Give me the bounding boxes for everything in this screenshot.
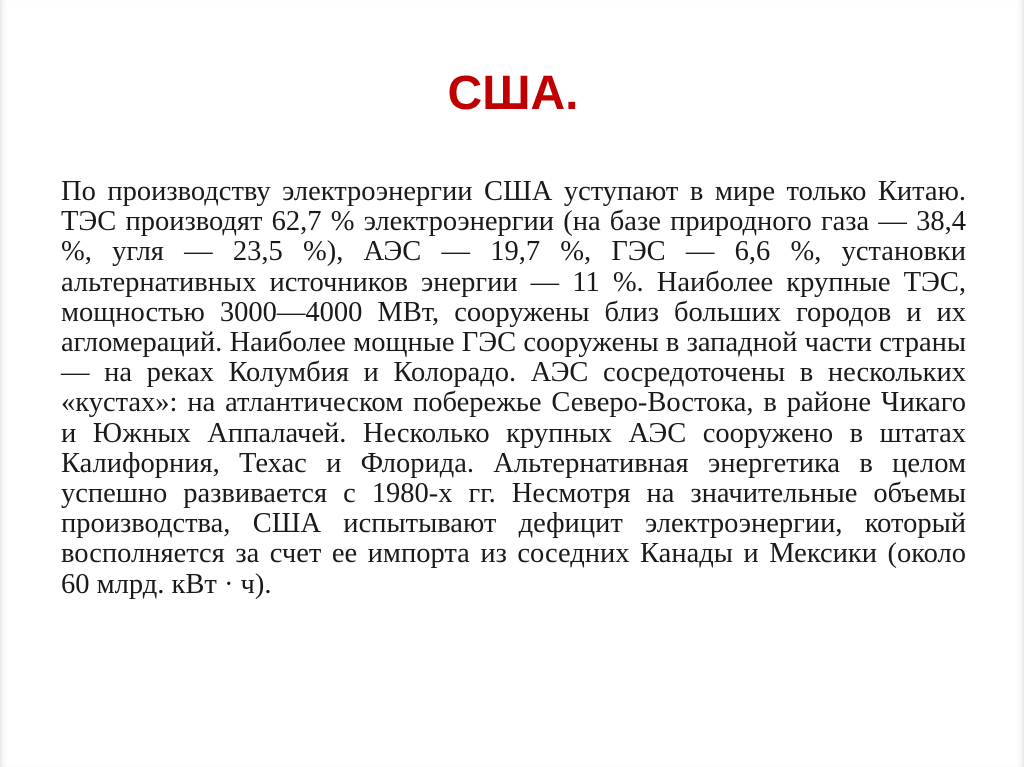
slide-body-text: По производству электроэнергии США уступают в мире только Китаю. ТЭС производят 62,7 % электроэнергии (на базе природного газа — 38,4 %, угля — 23,5 %), АЭС — 19,7 %, ГЭС — 6,6 %, установки альтернативных источников энергии — 11 %. Наиболее крупные ТЭС, мощностью 3000—4000 МВт, сооружены близ больших городов и их агломераций. Наиболее мощные ГЭС сооружены в западной части страны — на реках Колумбия и Колорадо. АЭС сосредоточены в нескольких «кустах»: на атлантическом побережье Северо-Востока, в районе Чикаго и Южных Аппалачей. Несколько крупных АЭС сооружено в штатах Калифорния, Техас и Флорида. Альтернативная энергетика в целом успешно развивается с 1980-х гг. Несмотря на значительные объемы производства, США испытывают дефицит электроэнергии, который восполняется за счет ее импорта из соседних Канады и Мексики (около 60 млрд. кВт · ч). — [61, 176, 966, 600]
slide-title: США. — [447, 67, 579, 120]
